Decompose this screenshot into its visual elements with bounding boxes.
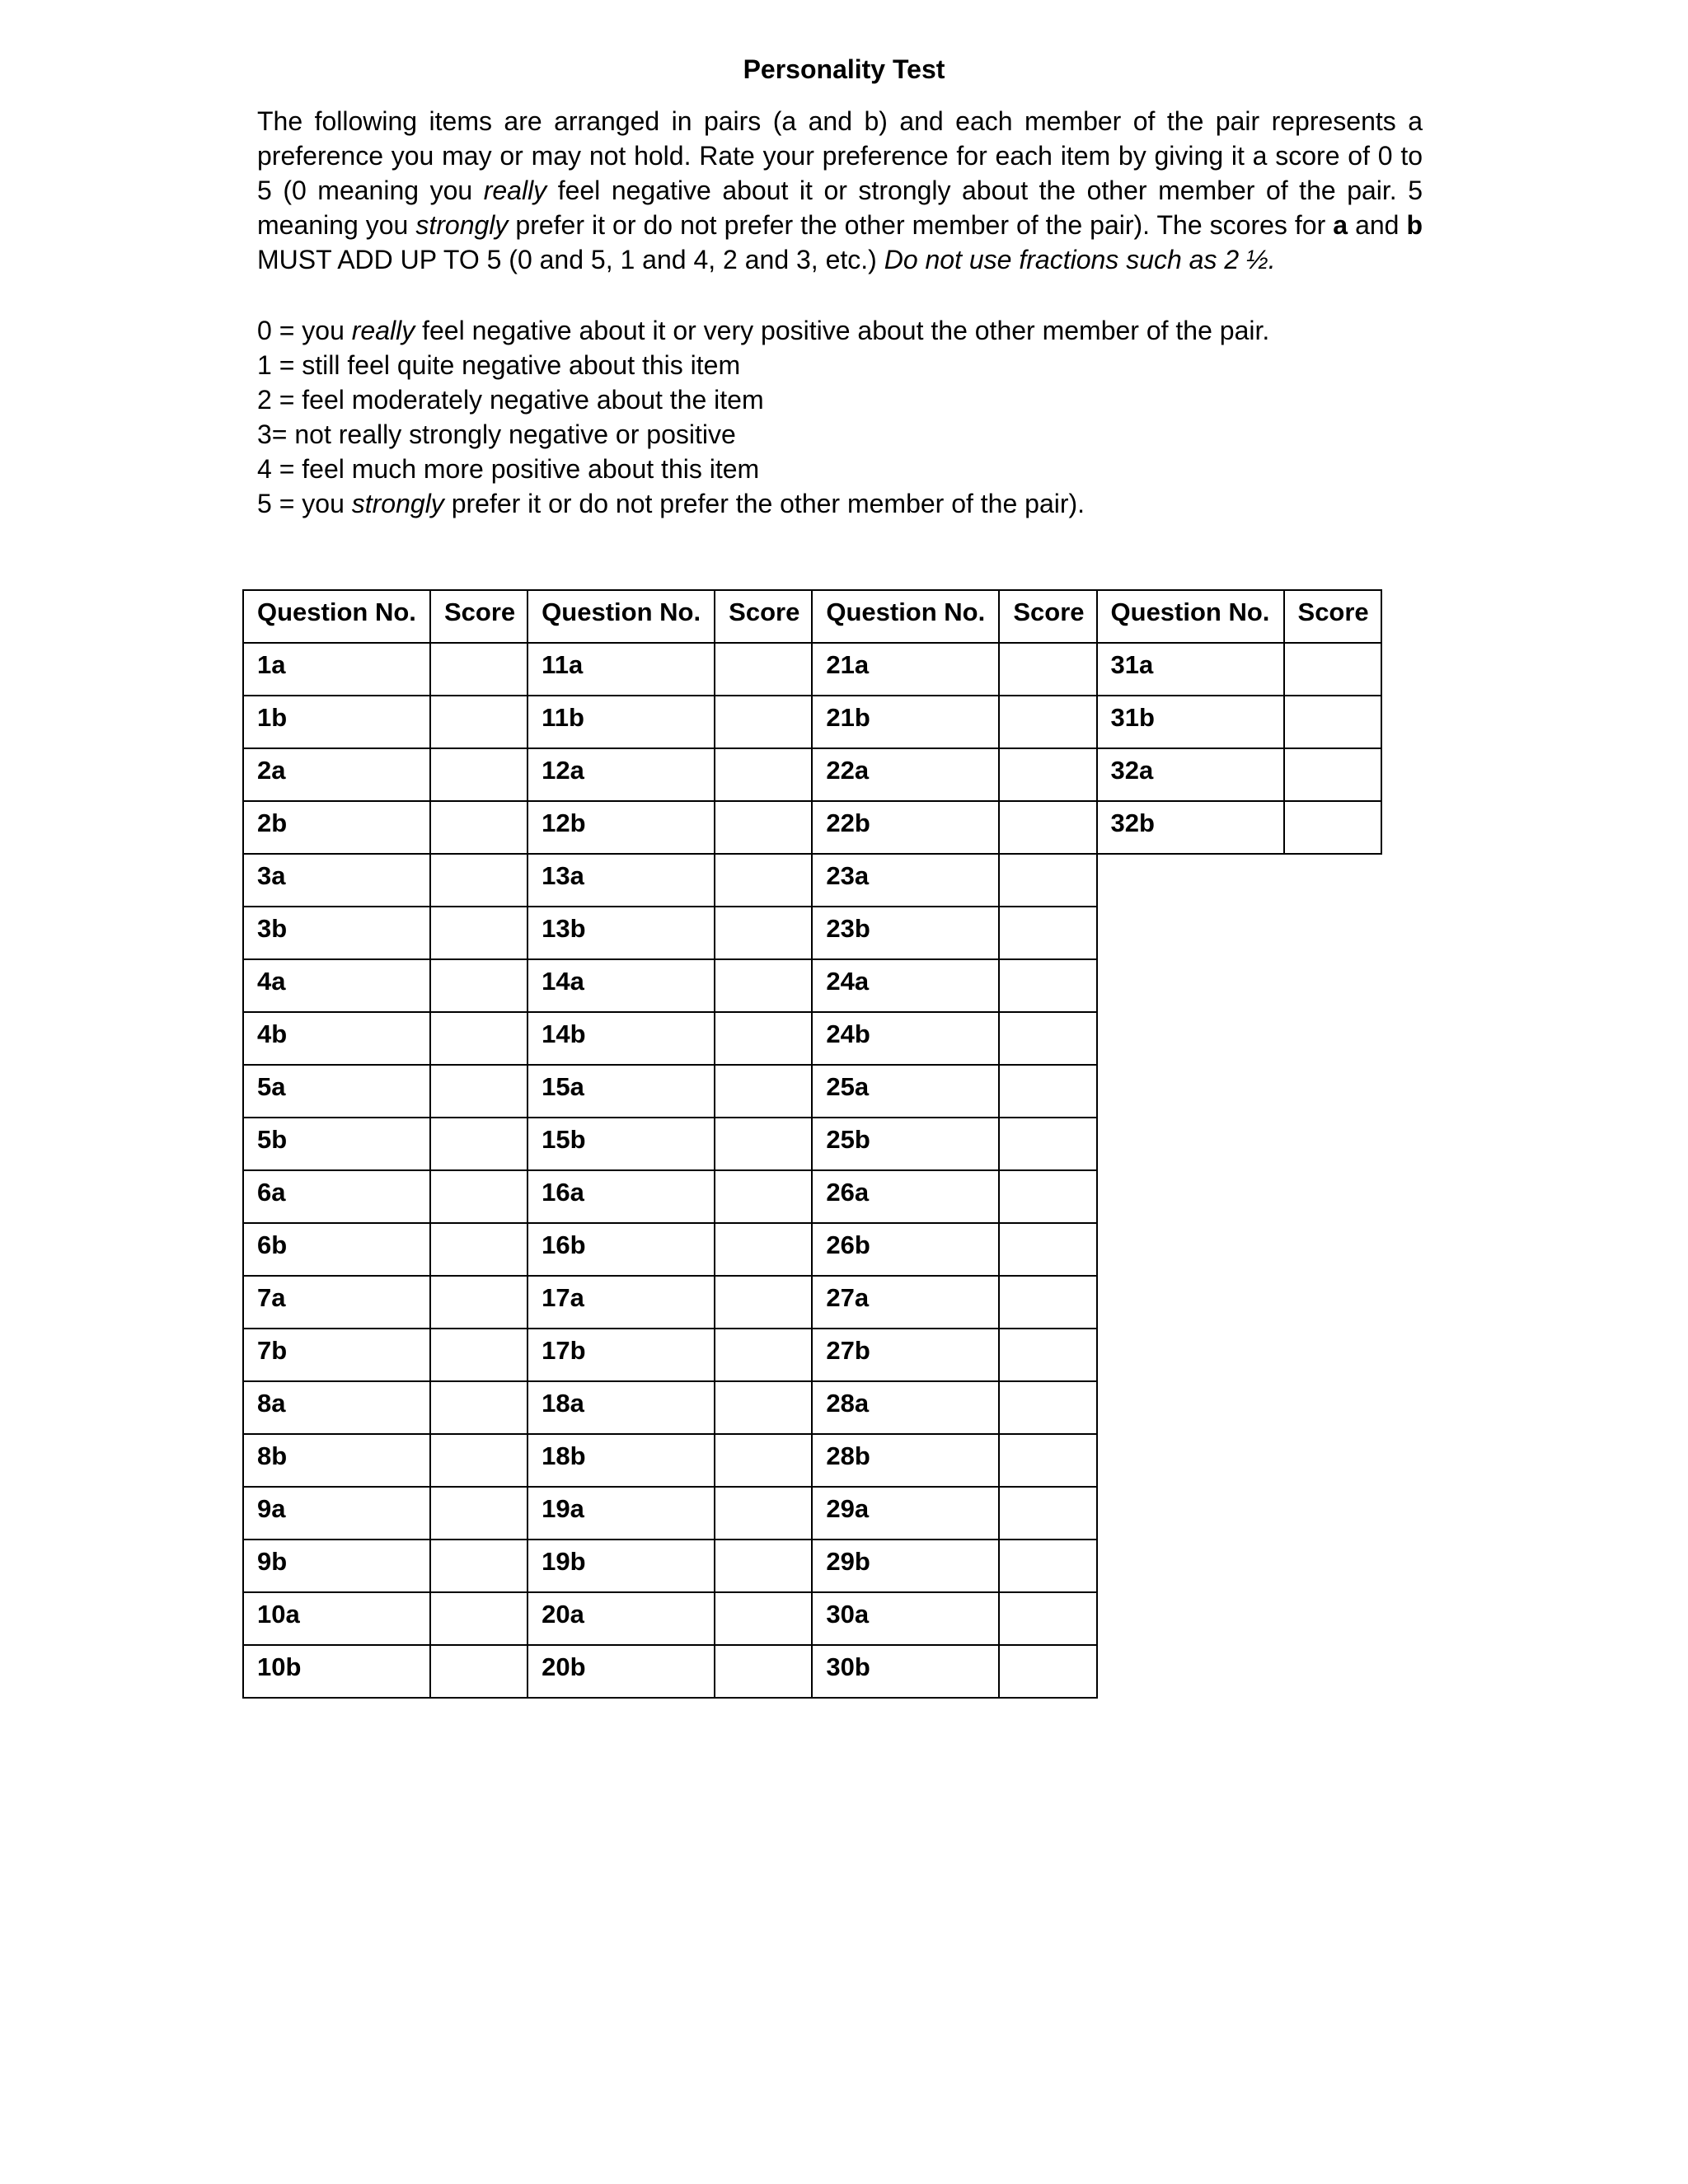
question-number-cell: 5b — [243, 1118, 430, 1170]
table-row — [243, 1118, 1381, 1170]
blank-cell — [1097, 1276, 1284, 1329]
blank-cell — [1097, 1434, 1284, 1487]
blank-cell — [1097, 1170, 1284, 1223]
question-number-cell: 6b — [243, 1223, 430, 1276]
score-entry-cell[interactable] — [715, 1170, 812, 1223]
question-number-cell: 22a — [812, 748, 999, 801]
table-row — [243, 1540, 1381, 1592]
table-row — [243, 748, 1381, 801]
score-entry-cell[interactable] — [999, 643, 1096, 696]
score-entry-cell[interactable] — [999, 959, 1096, 1012]
question-number-cell: 7b — [243, 1329, 430, 1381]
question-number-cell: 5a — [243, 1065, 430, 1118]
score-entry-cell[interactable] — [430, 1170, 528, 1223]
score-entry-cell[interactable] — [715, 1592, 812, 1645]
question-number-cell: 19a — [528, 1487, 715, 1540]
blank-cell — [1284, 1645, 1381, 1698]
score-entry-cell[interactable] — [430, 1118, 528, 1170]
score-entry-cell[interactable] — [999, 1118, 1096, 1170]
blank-cell — [1097, 1540, 1284, 1592]
score-entry-cell[interactable] — [999, 1329, 1096, 1381]
scale-line-3: 3= not really strongly negative or positive — [257, 419, 736, 449]
blank-cell — [1284, 1540, 1381, 1592]
table-row — [243, 1170, 1381, 1223]
table-row — [243, 1276, 1381, 1329]
blank-cell — [1097, 907, 1284, 959]
question-number-cell: 14b — [528, 1012, 715, 1065]
question-number-cell: 26a — [812, 1170, 999, 1223]
blank-cell — [1097, 1065, 1284, 1118]
blank-cell — [1284, 1065, 1381, 1118]
question-number-cell: 21b — [812, 696, 999, 748]
score-entry-cell[interactable] — [999, 1223, 1096, 1276]
question-number-cell: 28b — [812, 1434, 999, 1487]
score-entry-cell[interactable] — [999, 1381, 1096, 1434]
score-entry-cell[interactable] — [1284, 696, 1381, 748]
score-entry-cell[interactable] — [715, 643, 812, 696]
score-entry-cell[interactable] — [715, 1381, 812, 1434]
question-number-cell: 15b — [528, 1118, 715, 1170]
table-row — [243, 801, 1381, 854]
score-entry-cell[interactable] — [999, 1065, 1096, 1118]
score-entry-cell[interactable] — [430, 1012, 528, 1065]
blank-cell — [1284, 1381, 1381, 1434]
scale-line-4: 4 = feel much more positive about this item — [257, 454, 760, 484]
score-entry-cell[interactable] — [1284, 748, 1381, 801]
score-entry-cell[interactable] — [715, 696, 812, 748]
score-entry-cell[interactable] — [999, 1170, 1096, 1223]
table-row — [243, 907, 1381, 959]
question-number-cell: 8a — [243, 1381, 430, 1434]
blank-cell — [1284, 959, 1381, 1012]
score-entry-cell[interactable] — [430, 1645, 528, 1698]
question-number-cell: 29b — [812, 1540, 999, 1592]
question-number-cell: 12a — [528, 748, 715, 801]
score-entry-cell[interactable] — [430, 1276, 528, 1329]
score-entry-cell[interactable] — [715, 907, 812, 959]
question-number-cell: 18a — [528, 1381, 715, 1434]
blank-cell — [1097, 1381, 1284, 1434]
question-number-cell: 27a — [812, 1276, 999, 1329]
score-entry-cell[interactable] — [430, 907, 528, 959]
score-entry-cell[interactable] — [430, 1329, 528, 1381]
score-entry-cell[interactable] — [715, 1540, 812, 1592]
blank-cell — [1284, 1487, 1381, 1540]
scale-line-1: 1 = still feel quite negative about this item — [257, 350, 741, 380]
question-number-cell: 21a — [812, 643, 999, 696]
question-number-cell: 4a — [243, 959, 430, 1012]
score-entry-cell[interactable] — [430, 1592, 528, 1645]
question-number-cell: 9b — [243, 1540, 430, 1592]
question-number-cell: 25b — [812, 1118, 999, 1170]
score-entry-cell[interactable] — [999, 854, 1096, 907]
score-entry-cell[interactable] — [715, 1276, 812, 1329]
score-table — [242, 589, 1382, 1699]
blank-cell — [1097, 1012, 1284, 1065]
question-number-cell: 3b — [243, 907, 430, 959]
question-number-cell: 24b — [812, 1012, 999, 1065]
question-number-cell: 6a — [243, 1170, 430, 1223]
score-entry-cell[interactable] — [715, 801, 812, 854]
header-score: Score — [1284, 590, 1381, 643]
header-question-no: Question No. — [812, 590, 999, 643]
question-number-cell: 23a — [812, 854, 999, 907]
score-entry-cell[interactable] — [715, 1012, 812, 1065]
score-entry-cell[interactable] — [999, 1012, 1096, 1065]
table-row — [243, 1592, 1381, 1645]
score-entry-cell[interactable] — [999, 696, 1096, 748]
score-entry-cell[interactable] — [715, 1329, 812, 1381]
question-number-cell: 20b — [528, 1645, 715, 1698]
question-number-cell: 26b — [812, 1223, 999, 1276]
question-number-cell: 14a — [528, 959, 715, 1012]
blank-cell — [1284, 907, 1381, 959]
blank-cell — [1097, 1645, 1284, 1698]
blank-cell — [1284, 854, 1381, 907]
table-row — [243, 1223, 1381, 1276]
blank-cell — [1097, 1592, 1284, 1645]
table-row — [243, 1329, 1381, 1381]
blank-cell — [1284, 1592, 1381, 1645]
question-number-cell: 8b — [243, 1434, 430, 1487]
blank-cell — [1284, 1012, 1381, 1065]
blank-cell — [1097, 1329, 1284, 1381]
score-entry-cell[interactable] — [430, 748, 528, 801]
blank-cell — [1097, 854, 1284, 907]
score-entry-cell[interactable] — [715, 748, 812, 801]
question-number-cell: 30a — [812, 1592, 999, 1645]
header-score: Score — [715, 590, 812, 643]
score-entry-cell[interactable] — [715, 1118, 812, 1170]
question-number-cell: 1a — [243, 643, 430, 696]
scale-line-2: 2 = feel moderately negative about the item — [257, 385, 764, 415]
score-entry-cell[interactable] — [430, 1223, 528, 1276]
header-score: Score — [999, 590, 1096, 643]
header-score: Score — [430, 590, 528, 643]
question-number-cell: 27b — [812, 1329, 999, 1381]
score-sheet — [242, 589, 1382, 1699]
question-number-cell: 12b — [528, 801, 715, 854]
score-entry-cell[interactable] — [999, 801, 1096, 854]
question-number-cell: 32a — [1097, 748, 1284, 801]
table-row — [243, 1065, 1381, 1118]
question-number-cell: 30b — [812, 1645, 999, 1698]
scale-line-5: 5 = you strongly prefer it or do not prefer the other member of the pair). — [257, 489, 1085, 518]
header-question-no: Question No. — [528, 590, 715, 643]
question-number-cell: 2a — [243, 748, 430, 801]
blank-cell — [1097, 1487, 1284, 1540]
question-number-cell: 31a — [1097, 643, 1284, 696]
score-entry-cell[interactable] — [430, 1540, 528, 1592]
question-number-cell: 31b — [1097, 696, 1284, 748]
question-number-cell: 13b — [528, 907, 715, 959]
instructions-paragraph: The following items are arranged in pairs (a and b) and each member of the pair represents a preference you may or may not hold. Rate your preference for each item by giving it a score of 0 to 5 (0 meaning you really feel negative about it or strongly about the other member of the pair. 5 meaning you strongly prefer it or do not prefer the other member of the pair). The scores for a and b MUST ADD UP TO 5 (0 and 5, 1 and 4, 2 and 3, etc.) Do not use fractions such as 2 ½. — [257, 106, 1423, 274]
score-entry-cell[interactable] — [430, 696, 528, 748]
score-entry-cell[interactable] — [715, 1487, 812, 1540]
question-number-cell: 16b — [528, 1223, 715, 1276]
score-entry-cell[interactable] — [430, 1434, 528, 1487]
question-number-cell: 10a — [243, 1592, 430, 1645]
blank-cell — [1097, 1223, 1284, 1276]
score-entry-cell[interactable] — [999, 1434, 1096, 1487]
score-entry-cell[interactable] — [715, 1065, 812, 1118]
question-number-cell: 22b — [812, 801, 999, 854]
question-number-cell: 11a — [528, 643, 715, 696]
question-number-cell: 23b — [812, 907, 999, 959]
score-entry-cell[interactable] — [999, 1540, 1096, 1592]
score-entry-cell[interactable] — [999, 907, 1096, 959]
blank-cell — [1284, 1276, 1381, 1329]
score-entry-cell[interactable] — [430, 1487, 528, 1540]
question-number-cell: 18b — [528, 1434, 715, 1487]
question-number-cell: 2b — [243, 801, 430, 854]
score-entry-cell[interactable] — [430, 959, 528, 1012]
score-entry-cell[interactable] — [430, 1065, 528, 1118]
question-number-cell: 29a — [812, 1487, 999, 1540]
score-entry-cell[interactable] — [715, 1223, 812, 1276]
table-row — [243, 1645, 1381, 1698]
score-entry-cell[interactable] — [999, 1276, 1096, 1329]
question-number-cell: 25a — [812, 1065, 999, 1118]
score-entry-cell[interactable] — [715, 854, 812, 907]
question-number-cell: 15a — [528, 1065, 715, 1118]
score-entry-cell[interactable] — [715, 1645, 812, 1698]
table-header-row — [243, 590, 1381, 643]
table-row — [243, 643, 1381, 696]
score-entry-cell[interactable] — [430, 854, 528, 907]
blank-cell — [1097, 1118, 1284, 1170]
table-row — [243, 1487, 1381, 1540]
question-number-cell: 28a — [812, 1381, 999, 1434]
question-number-cell: 17b — [528, 1329, 715, 1381]
header-question-no: Question No. — [243, 590, 430, 643]
question-number-cell: 3a — [243, 854, 430, 907]
table-row — [243, 959, 1381, 1012]
table-row — [243, 1381, 1381, 1434]
score-entry-cell[interactable] — [430, 801, 528, 854]
question-number-cell: 17a — [528, 1276, 715, 1329]
blank-cell — [1284, 1329, 1381, 1381]
question-number-cell: 19b — [528, 1540, 715, 1592]
question-number-cell: 10b — [243, 1645, 430, 1698]
table-row — [243, 854, 1381, 907]
score-entry-cell[interactable] — [999, 1645, 1096, 1698]
blank-cell — [1284, 1118, 1381, 1170]
question-number-cell: 7a — [243, 1276, 430, 1329]
blank-cell — [1284, 1170, 1381, 1223]
table-row — [243, 1434, 1381, 1487]
score-entry-cell[interactable] — [430, 643, 528, 696]
score-entry-cell[interactable] — [1284, 801, 1381, 854]
question-number-cell: 20a — [528, 1592, 715, 1645]
question-number-cell: 11b — [528, 696, 715, 748]
score-entry-cell[interactable] — [999, 1487, 1096, 1540]
question-number-cell: 32b — [1097, 801, 1284, 854]
blank-cell — [1284, 1223, 1381, 1276]
question-number-cell: 13a — [528, 854, 715, 907]
score-entry-cell[interactable] — [430, 1381, 528, 1434]
score-entry-cell[interactable] — [999, 748, 1096, 801]
question-number-cell: 16a — [528, 1170, 715, 1223]
rating-scale — [257, 313, 1493, 521]
header-question-no: Question No. — [1097, 590, 1284, 643]
score-entry-cell[interactable] — [715, 1434, 812, 1487]
score-entry-cell[interactable] — [1284, 643, 1381, 696]
question-number-cell: 9a — [243, 1487, 430, 1540]
blank-cell — [1284, 1434, 1381, 1487]
scale-line-0: 0 = you really feel negative about it or very positive about the other member of the pair. — [257, 316, 1270, 345]
question-number-cell: 4b — [243, 1012, 430, 1065]
score-entry-cell[interactable] — [999, 1592, 1096, 1645]
page-title: Personality Test — [743, 54, 945, 84]
blank-cell — [1097, 959, 1284, 1012]
question-number-cell: 24a — [812, 959, 999, 1012]
score-entry-cell[interactable] — [715, 959, 812, 1012]
table-row — [243, 696, 1381, 748]
table-row — [243, 1012, 1381, 1065]
question-number-cell: 1b — [243, 696, 430, 748]
